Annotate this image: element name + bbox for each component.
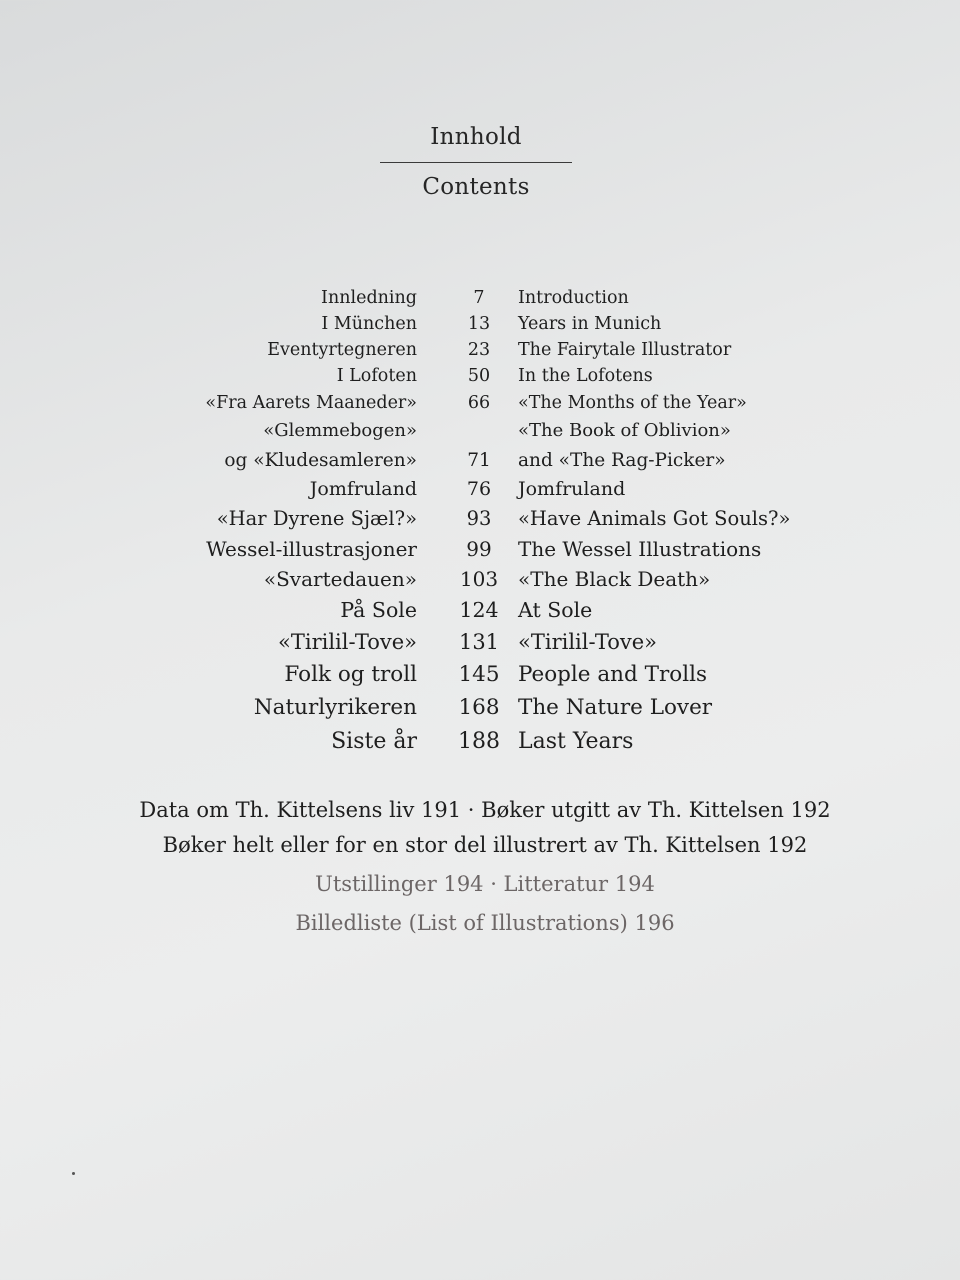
toc-row [0, 600, 960, 624]
toc-english-title: «The Black Death» [518, 567, 711, 591]
toc-page-number: 76 [466, 478, 492, 500]
toc-english-title: Jomfruland [518, 478, 626, 500]
toc-english-title: «The Book of Oblivion» [518, 420, 731, 441]
toc-page-number: 13 [467, 314, 491, 334]
toc-page-number: 131 [458, 630, 500, 654]
toc-row [0, 316, 960, 340]
toc-norwegian-title: Eventyrtegneren [267, 340, 417, 360]
toc-page-number: 168 [458, 695, 500, 720]
toc-row [0, 342, 960, 366]
toc-norwegian-title: og «Kludesamleren» [224, 450, 417, 471]
toc-page-number: 66 [467, 393, 491, 413]
appendix-line: Bøker helt eller for en stor del illustrert av Th. Kittelsen 192 [162, 833, 808, 857]
heading-norwegian: Innhold [430, 124, 522, 150]
toc-norwegian-title: Jomfruland [309, 478, 417, 500]
toc-page-number: 7 [473, 288, 485, 308]
toc-page-number: 71 [467, 450, 491, 471]
toc-row [0, 422, 960, 446]
appendix-line: Billedliste (List of Illustrations) 196 [295, 911, 675, 935]
toc-page-number: 23 [467, 340, 491, 360]
toc-english-title: Last Years [518, 729, 634, 754]
toc-norwegian-title: Innledning [321, 288, 417, 308]
toc-page-number: 103 [459, 567, 499, 591]
heading-english: Contents [422, 174, 530, 200]
toc-page-number: 145 [458, 662, 500, 687]
toc-row [0, 395, 960, 419]
toc-page-number: 50 [467, 366, 491, 386]
toc-norwegian-title: Naturlyrikeren [253, 695, 417, 720]
toc-english-title: In the Lofotens [518, 366, 653, 386]
toc-row [0, 731, 960, 755]
toc-row [0, 632, 960, 656]
toc-english-title: People and Trolls [518, 662, 707, 687]
toc-english-title: and «The Rag-Picker» [518, 450, 726, 471]
appendix-line: Utstillinger 194 · Litteratur 194 [315, 872, 655, 896]
toc-norwegian-title: I München [321, 314, 417, 334]
toc-page-number: 188 [458, 729, 500, 754]
toc-row [0, 480, 960, 504]
toc-english-title: The Fairytale Illustrator [518, 340, 732, 360]
toc-english-title: Years in Munich [518, 314, 662, 334]
toc-norwegian-title: I Lofoten [336, 366, 417, 386]
toc-norwegian-title: «Glemmebogen» [263, 420, 417, 441]
toc-row [0, 569, 960, 593]
toc-english-title: «Tirilil-Tove» [518, 630, 657, 654]
toc-row [0, 509, 960, 533]
toc-english-title: The Wessel Illustrations [518, 537, 762, 561]
toc-english-title: The Nature Lover [518, 695, 713, 720]
toc-english-title: At Sole [518, 598, 593, 622]
toc-english-title: «The Months of the Year» [518, 393, 747, 413]
toc-row [0, 539, 960, 563]
appendix-line: Data om Th. Kittelsens liv 191 · Bøker utgitt av Th. Kittelsen 192 [139, 798, 831, 822]
toc-norwegian-title: Siste år [331, 729, 417, 754]
toc-page-number: 124 [459, 598, 499, 622]
toc-row [0, 368, 960, 392]
toc-norwegian-title: Folk og troll [284, 662, 417, 687]
toc-row [0, 290, 960, 314]
toc-norwegian-title: «Svartedauen» [263, 567, 417, 591]
toc-norwegian-title: «Tirilil-Tove» [278, 630, 417, 654]
toc-english-title: Introduction [518, 288, 629, 308]
toc-english-title: «Have Animals Got Souls?» [518, 507, 791, 530]
toc-row [0, 697, 960, 721]
heading-divider [380, 162, 572, 163]
toc-norwegian-title: «Har Dyrene Sjæl?» [216, 507, 417, 530]
toc-page-number: 93 [466, 507, 492, 530]
toc-row [0, 664, 960, 688]
paper-speck [72, 1172, 75, 1175]
toc-norwegian-title: «Fra Aarets Maaneder» [205, 393, 417, 413]
toc-norwegian-title: Wessel-illustrasjoner [206, 537, 417, 561]
toc-norwegian-title: På Sole [340, 598, 417, 622]
toc-row [0, 452, 960, 476]
toc-page-number: 99 [466, 537, 492, 561]
